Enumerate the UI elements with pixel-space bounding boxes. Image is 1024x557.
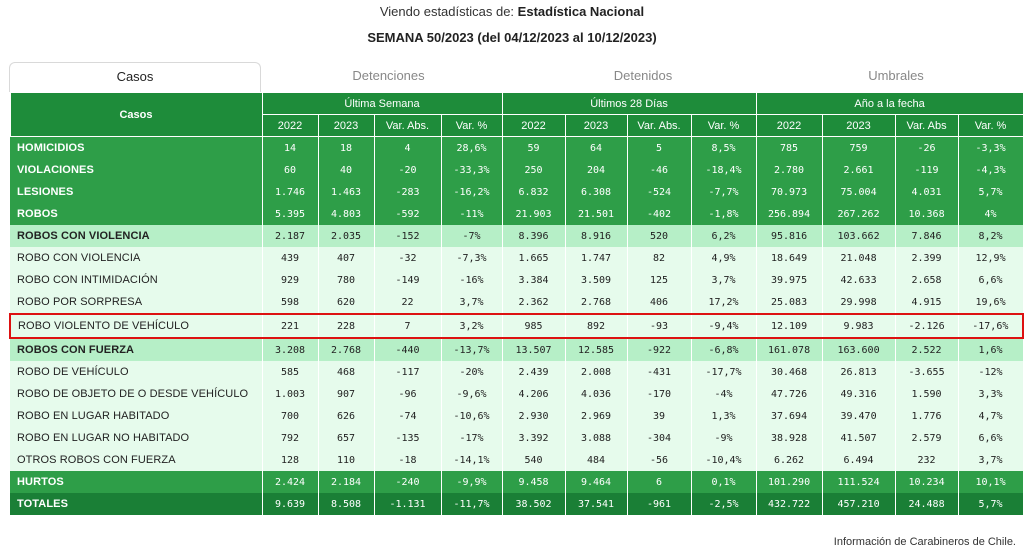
table-cell: 3.392 [502,427,565,449]
table-cell: 18.649 [756,247,822,269]
tab-detenidos[interactable]: Detenidos [613,68,673,83]
row-label: ROBO POR SORPRESA [10,291,262,314]
subheader-cell: Var. Abs. [627,115,691,137]
table-cell: 4.915 [895,291,958,314]
stats-table [9,92,1024,515]
row-label: ROBO DE VEHÍCULO [10,361,262,383]
table-cell: 103.662 [822,225,895,247]
subheader-cell: 2022 [502,115,565,137]
table-cell: 700 [262,405,318,427]
table-cell: 985 [502,314,565,338]
table-cell: 5.395 [262,203,318,225]
row-label: LESIONES [10,181,262,203]
row-label: ROBOS CON FUERZA [10,338,262,361]
row-label: ROBOS [10,203,262,225]
table-cell: 3,7% [691,269,756,291]
table-cell: -2,5% [691,493,756,515]
table-cell: 4.206 [502,383,565,405]
table-cell: 18 [318,137,374,160]
table-cell: -9,6% [441,383,502,405]
table-cell: 8.396 [502,225,565,247]
table-cell: 892 [565,314,627,338]
table-cell: 125 [627,269,691,291]
table-cell: 468 [318,361,374,383]
table-body [10,137,1023,516]
table-cell: 432.722 [756,493,822,515]
table-cell: 598 [262,291,318,314]
tab-casos[interactable]: Casos [9,62,261,92]
table-cell: -961 [627,493,691,515]
table-cell: 407 [318,247,374,269]
table-cell: 2.661 [822,159,895,181]
table-cell: -93 [627,314,691,338]
table-cell: 37.541 [565,493,627,515]
table-cell: -304 [627,427,691,449]
table-cell: 3.509 [565,269,627,291]
table-cell: -4% [691,383,756,405]
table-cell: 2.930 [502,405,565,427]
table-row [10,405,1023,427]
table-cell: 267.262 [822,203,895,225]
table-cell: 64 [565,137,627,160]
table-cell: 60 [262,159,318,181]
tab-detenciones[interactable]: Detenciones [352,68,425,83]
source-footer: Información de Carabineros de Chile. [833,536,1016,548]
table-cell: -922 [627,338,691,361]
table-cell: 19,6% [958,291,1023,314]
table-cell: -33,3% [441,159,502,181]
table-cell: 657 [318,427,374,449]
table-cell: 7.846 [895,225,958,247]
table-cell: 5,7% [958,181,1023,203]
table-row [10,203,1023,225]
subheader-cell: Var. % [958,115,1023,137]
table-row [10,427,1023,449]
row-label: ROBO EN LUGAR NO HABITADO [10,427,262,449]
subheader-cell: 2022 [262,115,318,137]
row-label: ROBO CON VIOLENCIA [10,247,262,269]
week-title: SEMANA 50/2023 (del 04/12/2023 al 10/12/2023) [367,30,657,45]
table-cell: -1,8% [691,203,756,225]
table-cell: 75.004 [822,181,895,203]
table-cell: -3.655 [895,361,958,383]
table-cell: 4.803 [318,203,374,225]
table-cell: 70.973 [756,181,822,203]
table-cell: 2.522 [895,338,958,361]
table-cell: 28,6% [441,137,502,160]
table-cell: -3,3% [958,137,1023,160]
table-cell: -7,7% [691,181,756,203]
table-cell: 626 [318,405,374,427]
table-cell: -119 [895,159,958,181]
table-cell: -18 [374,449,441,471]
table-row [10,338,1023,361]
table-cell: 39.470 [822,405,895,427]
table-cell: 30.468 [756,361,822,383]
table-cell: 38.928 [756,427,822,449]
table-cell: 1.747 [565,247,627,269]
table-cell: 8,5% [691,137,756,160]
table-cell: 41.507 [822,427,895,449]
table-cell: 2.362 [502,291,565,314]
table-row [10,225,1023,247]
table-cell: 232 [895,449,958,471]
table-cell: -74 [374,405,441,427]
table-cell: 484 [565,449,627,471]
stats-table-container [9,92,1022,515]
group-header-row [10,93,1023,115]
table-cell: 2.187 [262,225,318,247]
table-cell: 21.903 [502,203,565,225]
table-row [10,493,1023,515]
viewing-prefix: Viendo estadísticas de: [379,4,515,19]
table-cell: 8,2% [958,225,1023,247]
table-cell: 49.316 [822,383,895,405]
row-label: ROBO CON INTIMIDACIÓN [10,269,262,291]
table-row [10,471,1023,493]
row-label: ROBO VIOLENTO DE VEHÍCULO [10,314,262,338]
table-cell: 8.508 [318,493,374,515]
table-cell: 4,7% [958,405,1023,427]
table-cell: 161.078 [756,338,822,361]
table-cell: 9.458 [502,471,565,493]
row-label: HURTOS [10,471,262,493]
table-cell: 6.262 [756,449,822,471]
row-label: TOTALES [10,493,262,515]
table-cell: -10,6% [441,405,502,427]
table-cell: 24.488 [895,493,958,515]
table-cell: -10,4% [691,449,756,471]
table-cell: -26 [895,137,958,160]
table-row [10,449,1023,471]
table-cell: -46 [627,159,691,181]
table-cell: -6,8% [691,338,756,361]
table-cell: 3,7% [958,449,1023,471]
table-cell: -283 [374,181,441,203]
table-cell: 2.008 [565,361,627,383]
table-cell: 5 [627,137,691,160]
table-cell: 6,2% [691,225,756,247]
table-cell: 101.290 [756,471,822,493]
table-cell: 2.780 [756,159,822,181]
table-cell: 6 [627,471,691,493]
table-row [10,291,1023,314]
table-cell: -14,1% [441,449,502,471]
table-cell: 6,6% [958,269,1023,291]
table-cell: 6.494 [822,449,895,471]
table-cell: -2.126 [895,314,958,338]
table-cell: -20 [374,159,441,181]
table-cell: 21.048 [822,247,895,269]
table-cell: 25.083 [756,291,822,314]
table-cell: 8.916 [565,225,627,247]
table-cell: 9.639 [262,493,318,515]
table-cell: -20% [441,361,502,383]
table-cell: 520 [627,225,691,247]
table-cell: 2.424 [262,471,318,493]
table-cell: 1,6% [958,338,1023,361]
table-cell: 907 [318,383,374,405]
subheader-cell: Var. Abs. [374,115,441,137]
table-row [10,247,1023,269]
row-label: HOMICIDIOS [10,137,262,160]
table-cell: 228 [318,314,374,338]
table-cell: 3.088 [565,427,627,449]
table-cell: 2.768 [565,291,627,314]
table-cell: -17,6% [958,314,1023,338]
table-cell: 40 [318,159,374,181]
table-cell: 406 [627,291,691,314]
table-row-highlighted [10,314,1023,338]
table-cell: 37.694 [756,405,822,427]
table-cell: 1.776 [895,405,958,427]
table-cell: 10,1% [958,471,1023,493]
table-cell: -524 [627,181,691,203]
table-cell: 5,7% [958,493,1023,515]
row-label: VIOLACIONES [10,159,262,181]
table-cell: 4% [958,203,1023,225]
table-cell: -402 [627,203,691,225]
table-cell: 6.308 [565,181,627,203]
table-row [10,181,1023,203]
table-cell: 1.463 [318,181,374,203]
table-cell: -17,7% [691,361,756,383]
table-cell: 2.969 [565,405,627,427]
table-row [10,269,1023,291]
table-cell: 620 [318,291,374,314]
table-cell: 9.464 [565,471,627,493]
table-cell: 17,2% [691,291,756,314]
table-cell: 2.399 [895,247,958,269]
table-cell: 42.633 [822,269,895,291]
table-cell: 14 [262,137,318,160]
table-cell: 3.208 [262,338,318,361]
table-cell: -240 [374,471,441,493]
table-cell: 2.184 [318,471,374,493]
table-cell: 256.894 [756,203,822,225]
table-row [10,361,1023,383]
table-cell: 38.502 [502,493,565,515]
row-label: OTROS ROBOS CON FUERZA [10,449,262,471]
subheader-cell: 2023 [822,115,895,137]
table-row [10,159,1023,181]
table-cell: 2.439 [502,361,565,383]
row-label: ROBO DE OBJETO DE O DESDE VEHÍCULO [10,383,262,405]
table-cell: 785 [756,137,822,160]
table-cell: -152 [374,225,441,247]
table-cell: 110 [318,449,374,471]
table-row [10,137,1023,160]
table-cell: 7 [374,314,441,338]
table-cell: -440 [374,338,441,361]
table-cell: -13,7% [441,338,502,361]
table-cell: -9% [691,427,756,449]
table-cell: 759 [822,137,895,160]
table-cell: -32 [374,247,441,269]
table-cell: 439 [262,247,318,269]
table-cell: 204 [565,159,627,181]
table-cell: 3,3% [958,383,1023,405]
table-cell: 4 [374,137,441,160]
table-cell: -135 [374,427,441,449]
tab-bar [9,62,1022,92]
table-cell: 12.585 [565,338,627,361]
table-cell: 4.031 [895,181,958,203]
casos-header: Casos [10,93,262,137]
table-cell: 13.507 [502,338,565,361]
table-cell: 82 [627,247,691,269]
table-cell: 22 [374,291,441,314]
table-cell: -7,3% [441,247,502,269]
table-cell: 21.501 [565,203,627,225]
table-cell: 111.524 [822,471,895,493]
viewing-line [0,4,1024,19]
table-cell: 10.234 [895,471,958,493]
subheader-cell: Var. % [441,115,502,137]
table-cell: 39 [627,405,691,427]
table-cell: 9.983 [822,314,895,338]
table-cell: 6,6% [958,427,1023,449]
table-cell: 10.368 [895,203,958,225]
table-cell: 6.832 [502,181,565,203]
table-cell: -1.131 [374,493,441,515]
table-cell: 2.768 [318,338,374,361]
subheader-cell: Var. Abs [895,115,958,137]
subheader-cell: 2023 [318,115,374,137]
table-cell: -7% [441,225,502,247]
table-cell: 792 [262,427,318,449]
table-cell: -9,4% [691,314,756,338]
table-cell: -431 [627,361,691,383]
table-cell: 47.726 [756,383,822,405]
table-cell: -18,4% [691,159,756,181]
table-cell: -592 [374,203,441,225]
table-cell: -117 [374,361,441,383]
table-cell: -9,9% [441,471,502,493]
table-cell: 929 [262,269,318,291]
table-cell: 2.035 [318,225,374,247]
table-cell: 3.384 [502,269,565,291]
subheader-cell: 2022 [756,115,822,137]
table-cell: -4,3% [958,159,1023,181]
group-header-28days: Últimos 28 Días [502,93,756,115]
table-cell: 3,2% [441,314,502,338]
table-cell: -170 [627,383,691,405]
table-cell: 163.600 [822,338,895,361]
table-cell: 4.036 [565,383,627,405]
table-cell: 3,7% [441,291,502,314]
table-cell: -17% [441,427,502,449]
tab-umbrales[interactable]: Umbrales [868,68,924,83]
table-cell: -12% [958,361,1023,383]
table-cell: -96 [374,383,441,405]
table-cell: 585 [262,361,318,383]
table-cell: 0,1% [691,471,756,493]
table-cell: -11% [441,203,502,225]
row-label: ROBOS CON VIOLENCIA [10,225,262,247]
table-cell: -149 [374,269,441,291]
row-label: ROBO EN LUGAR HABITADO [10,405,262,427]
table-cell: 59 [502,137,565,160]
table-row [10,383,1023,405]
table-cell: 1.665 [502,247,565,269]
table-cell: -16% [441,269,502,291]
table-cell: 1,3% [691,405,756,427]
group-header-week: Última Semana [262,93,502,115]
table-cell: 128 [262,449,318,471]
table-cell: -56 [627,449,691,471]
table-cell: 1.003 [262,383,318,405]
table-cell: 1.746 [262,181,318,203]
table-cell: 95.816 [756,225,822,247]
table-cell: 2.579 [895,427,958,449]
table-cell: 250 [502,159,565,181]
subheader-cell: Var. % [691,115,756,137]
table-cell: 12,9% [958,247,1023,269]
table-cell: -16,2% [441,181,502,203]
table-cell: 780 [318,269,374,291]
table-cell: 2.658 [895,269,958,291]
table-cell: 1.590 [895,383,958,405]
viewing-name: Estadística Nacional [517,4,645,19]
table-cell: 457.210 [822,493,895,515]
subheader-cell: 2023 [565,115,627,137]
table-cell: 29.998 [822,291,895,314]
table-cell: -11,7% [441,493,502,515]
table-cell: 540 [502,449,565,471]
table-cell: 26.813 [822,361,895,383]
table-cell: 39.975 [756,269,822,291]
table-cell: 12.109 [756,314,822,338]
table-cell: 221 [262,314,318,338]
table-cell: 4,9% [691,247,756,269]
group-header-ytd: Año a la fecha [756,93,1023,115]
